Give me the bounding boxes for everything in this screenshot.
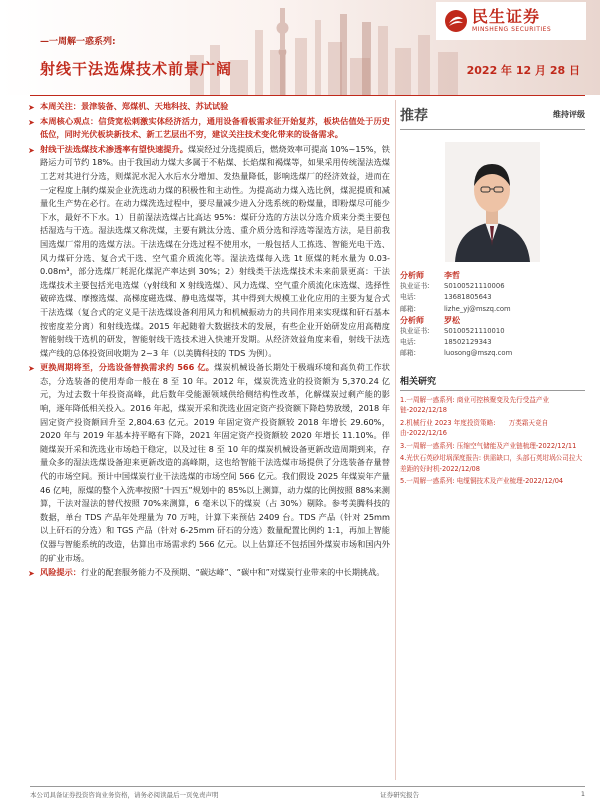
analyst-name: 罗松 [444,315,460,325]
analyst-detail-row [400,281,585,292]
footer-doc-type: 证券研究报告 [380,791,420,799]
analyst-photo [445,142,540,262]
report-title: 射线干法选煤技术前景广阔 [40,60,233,78]
report-sidebar [400,100,585,489]
footer-divider [30,786,585,787]
detail-value: S0100521110010 [444,327,505,336]
report-body [28,100,390,581]
related-research-title: 相关研究 [400,374,585,391]
page-number: 1 [580,790,585,798]
page-footer [30,790,585,799]
detail-value: lizhe_yj@mszq.com [444,304,511,313]
body-paragraph [28,361,390,565]
body-paragraph [28,566,390,580]
column-divider [395,100,396,780]
series-label: —一周解一惑系列: [40,37,116,47]
analyst-info [400,270,585,360]
logo-name-cn: 民生证券 [472,7,541,26]
bullet-arrow-icon: ➤ [28,145,35,155]
detail-label: 执业证书: [400,327,430,336]
bullet-arrow-icon: ➤ [28,117,35,127]
analyst-role: 分析师 [400,315,424,325]
detail-value: 18502129343 [444,338,492,347]
analyst-detail-row [400,348,585,359]
analyst-detail-row [400,304,585,315]
report-date: 2022 年 12 月 28 日 [466,64,580,77]
analyst-name-row [400,270,585,281]
body-paragraph [28,100,390,114]
related-research-link[interactable]: 3.一周解一惑系列: 压缩空气储能及产业链梳理-2022/12/11 [400,441,577,450]
analyst-detail-row [400,326,585,337]
paragraph-lead: 射线干法选煤技术渗透率有望快速提升。 [40,143,188,154]
rating-bar [400,100,585,130]
report-header [0,0,600,95]
detail-value: luosong@mszq.com [444,349,513,358]
detail-label: 邮箱: [400,349,416,358]
related-research-link[interactable]: 2.机械行业 2023 年度投资策略: 万类霜天竞自由-2022/12/16 [400,418,549,438]
bullet-arrow-icon: ➤ [28,364,35,374]
footer-disclaimer: 本公司具备证券投资咨询业务资格，请务必阅读最后一页免责声明 [30,791,219,799]
bullet-arrow-icon: ➤ [28,569,35,579]
analyst-name-row [400,315,585,326]
logo-emblem-icon [444,9,468,33]
analyst-detail-row [400,337,585,348]
logo-name-en: MINSHENG SECURITIES [472,26,552,33]
related-research-link[interactable]: 4.光伏石英砂坩埚深度报告: 供需缺口，头部石英坩埚公司拉大差距的好时机-2022/12/08 [400,454,583,473]
analyst-detail-row [400,292,585,303]
paragraph-text: 煤炭经过分选提质后，燃烧效率可提高 10%~15%，铁路运力可节约 18%。由于我国动力煤大多属于不粘煤、长焰煤和褐煤等，如果采用传统湿法选煤工艺对其进行分选，则煤泥水泥入水后水分增加、发热量降低，影响选煤厂的经济效益，进而在一定程度上制约煤炭企业洗选动力煤的积极性和主动性。为提高动力煤入选比例，煤泥提质和减量化生产势在必行。在动力煤洗选过程中，要尽量减少进入分选系统的粉煤量，即粉煤尽可能少下水，最好不下水。1）目前湿法选煤占比高达 95%：煤矸分选的方法以分选介质来分类主要包括湿选与干选。湿法选煤又称洗煤，主要有跳汰分选、重介质分选和浮选等湿选方法，是目前我国选煤厂常用的选煤方法。干法选煤在分选过程不使用水，一般包括人工拣选、智能光电干选、风力煤矸分选、复合式干选、空气重介质流化等。湿法选煤每入选 1t 原煤的耗水量为 0.03-0.08m³，部分选煤厂耗泥化煤泥产率达到 30%；2）射线类干法选煤技术未来前景更高：干法选煤技术主要包括光电选煤（γ射线和 X 射线选煤）、风力选煤、空气重介质流化床选煤、选择性破碎选煤、摩擦选煤、高梯度磁选煤、静电选煤等，其中得到大规模工业化应用的主要为复合式干法选煤（复合式的定义是干法选煤设备利用风力和机械振动力的共同作用来实现煤和矸石基本按密度差分离）和射线选煤。2015 年起随着大数据技术的发展，有些企业开始研发应用高精度智能射线干选机的研发，智能射线干选技术进入快速开发期。从经济效益角度来看，射线干法选煤产线的总体投资回收期为 2~3 年（以美腾科技的 TDS 为例）。 [40,143,390,358]
body-paragraph [28,115,390,142]
recommendation-title: 推荐 [400,107,428,124]
analyst-role: 分析师 [400,271,424,280]
paragraph-lead: 本周核心观点：信贷宽松刺激实体经济活力，通用设备看板需求征开始复苏，板块估值处于历史低位，同时光伏板块新技术、新工艺层出不穷，建议关注技术变化带来的设备需求。 [40,115,390,140]
body-paragraph [28,143,390,361]
detail-label: 邮箱: [400,304,416,313]
rating-label: 维持评级 [553,110,585,119]
detail-value: 13681805643 [444,293,492,302]
paragraph-lead: 更换周期将至，分选设备替换需求约 566 亿。 [40,362,215,373]
paragraph-text: 行业的配套服务能力不及预期、“碳达峰”、“碳中和”对煤炭行业带来的中长期挑战。 [80,567,385,578]
related-research-link[interactable]: 5.一周解一惑系列: 电缆铜技术及产业梳理-2022/12/04 [400,477,564,486]
related-research-list [400,395,585,487]
detail-label: 电话: [400,338,416,347]
bullet-arrow-icon: ➤ [28,103,35,112]
paragraph-lead: 本周关注：景津装备、郑煤机、天地科技、苏试试验 [40,101,229,111]
analyst-name: 李哲 [444,271,460,280]
paragraph-lead: 风险提示： [40,567,81,578]
header-divider [30,95,585,96]
detail-value: S0100521110006 [444,282,505,291]
brand-logo [436,2,586,40]
paragraph-text: 煤炭机械设备长期处于极端环境和高负荷工作状态，分选装备的使用寿命一般在 8 至 10 年。2012 年，煤炭洗选业的投资额为 5,370.24 亿元，为过去数十年投资高峰，此后数年受能源领域供给侧结构性改革，化解煤炭过剩产能的影响，逐年降低相关投入。2016 年起，煤炭开采和洗选业固定资产投资额下降趋势放缓，2018 年固定资产投资额回升至 2,804.63 亿元。2019 年固定资产投资额较 2018 年增长 29.60%，2020 年与 2019 年基本持平略有下降，2021 年固定资产投资额较 2020 年增长 11.10%。伴随煤炭开采和洗选业市场趋于稳定，以及过往 8 至 10 年的煤炭机械设备更新改造周期到来，存量众多的湿法选煤设备迎来更新改造的高峰期，这也给智能干法选煤市场提供了分选装备存量替代的市场空间。预计中国煤炭行业干法选煤的市场空间 566 亿元。我们假设 2025 年煤炭年产量 46 亿吨，原煤的整个入洗率按照“十四五”规划中的 85%以上测算，动力煤的比例按照 88%来测算，干法对湿法的替代按照 70%来测算，6 毫米以下的煤炭（占 30%）剔除。参考美腾科技的数据，单台 TDS 产品年处理量为 70 万吨，计算下来预估 2409 台。TDS 产品（针对 25mm 以上矸石的分选）和 TGS 产品（针对 6-25mm 矸石的分选）数量配置比例约 1:1，再加上智能仪器与智能系统的改造，估算出市场需求约 566 亿元。以上估算还不包括国外煤炭市场和国内外的矿业市场。 [40,362,390,563]
detail-label: 电话: [400,293,416,302]
related-research-link[interactable]: 1.一周解一惑系列: 商业可控核聚变及先行受益产业链-2022/12/18 [400,395,550,415]
detail-label: 执业证书: [400,282,430,291]
